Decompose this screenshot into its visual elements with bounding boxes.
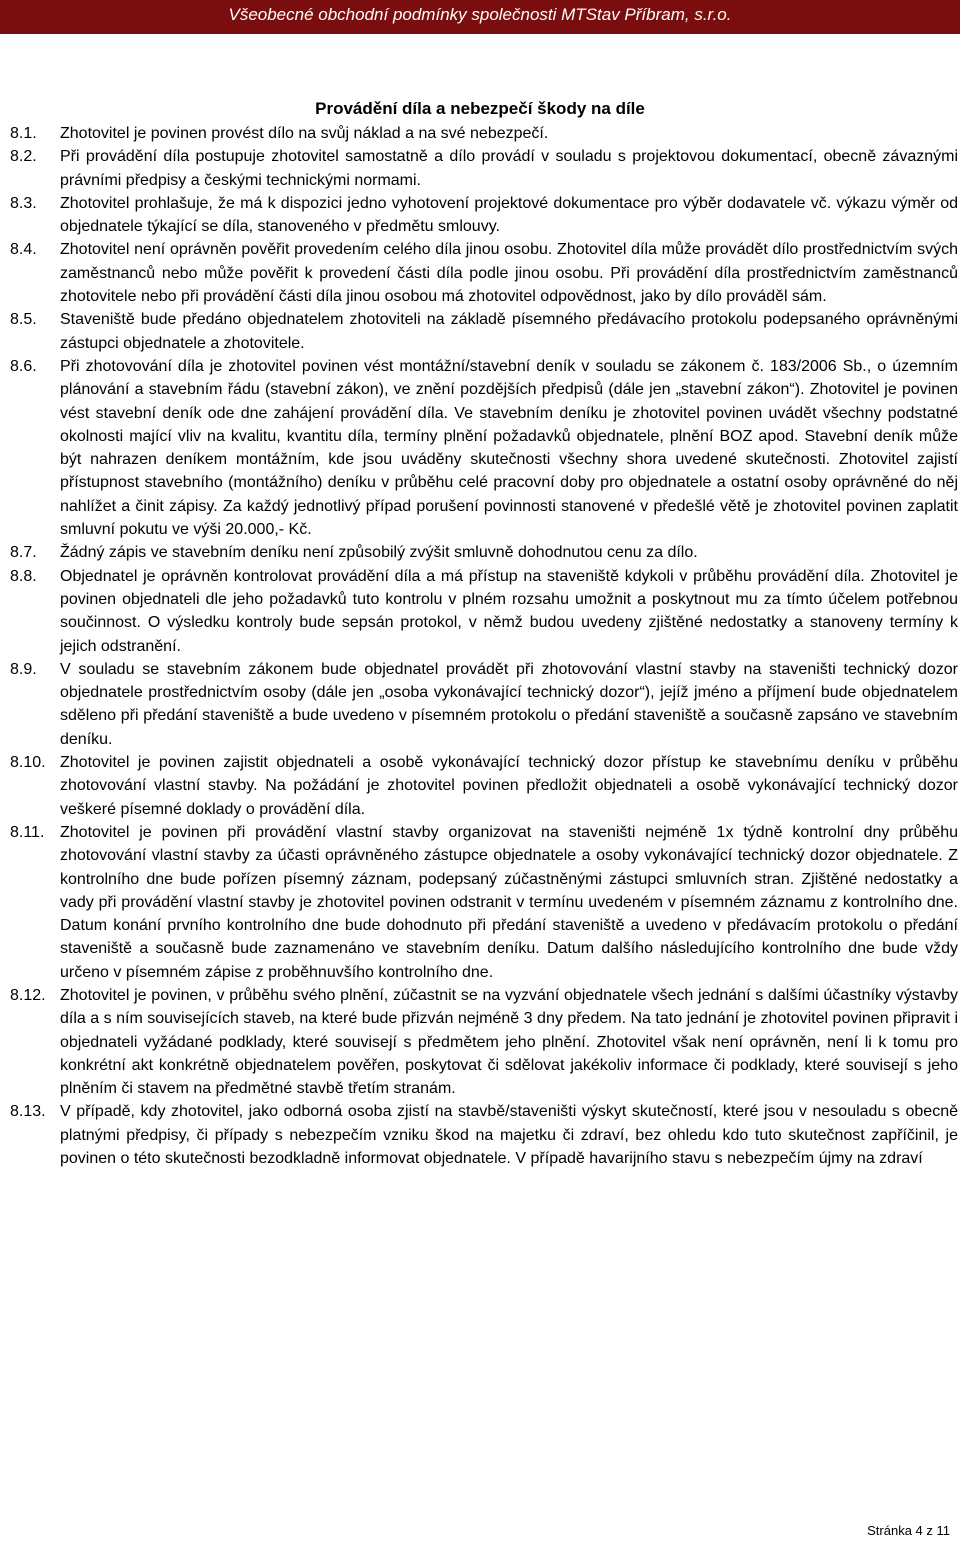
item-text: Zhotovitel je povinen provést dílo na svůj náklad a na své nebezpečí. [60, 125, 549, 142]
item-text: Zhotovitel je povinen při provádění vlastní stavby organizovat na staveništi nejméně 1x týdně kontrolní dny průběhu zhotovování vlastní stavby za účasti oprávněného zástupce objednatele a osoby vykonávající technický dozor objednatele. Z kontrolního dne bude pořízen písemný záznam, podepsaný zúčastněnými zástupci smluvních stran. Zjištěné nedostatky a vady při provádění vlastní stavby je zhotovitel povinen odstranit v termínu uvedeném v písemném záznamu z kontrolního dne. Datum konání prvního kontrolního dne bude dohodnuto při předání staveniště a uvedeno v předávacím protokolu o předání staveniště a současně bude zaznamenáno ve stavebním deníku. Datum dalšího následujícího kontrolního dne bude vždy určeno v písemném zápise z proběhnuvšího kontrolního dne. [60, 823, 958, 981]
item-text: Zhotovitel je povinen zajistit objednateli a osobě vykonávající technický dozor přístup ke stavebnímu deníku v průběhu zhotovování vlastní stavby. Na požádání je zhotovitel povinen předložit objednateli a osobě vykonávající technický dozor veškeré písemné doklady o provádění díla. [60, 754, 958, 818]
list-item [10, 355, 958, 541]
list-item [10, 145, 958, 192]
item-number: 8.6. [10, 357, 37, 375]
item-number: 8.9. [10, 660, 37, 678]
list-item [10, 238, 958, 308]
item-number: 8.10. [10, 754, 46, 772]
list-item [10, 984, 958, 1100]
item-number: 8.1. [10, 125, 37, 142]
header-title: Všeobecné obchodní podmínky společnosti MTStav Příbram, s.r.o. [228, 5, 732, 24]
item-text: Žádný zápis ve stavebním deníku není způsobilý zvýšit smluvně dohodnutou cenu za dílo. [60, 544, 698, 562]
item-text: V souladu se stavebním zákonem bude objednatel provádět při zhotovování vlastní stavby na staveništi technický dozor objednatele prostřednictvím osoby (dále jen „osoba vykonávající technický dozor“), jejíž jméno a příjmení bude objednatelem sděleno při předání staveniště a bude uvedeno v písemném protokolu o předání staveniště a současně zapsáno ve stavebním deníku. [60, 660, 958, 748]
item-number: 8.3. [10, 194, 37, 212]
list-item [10, 541, 958, 564]
item-number: 8.13. [10, 1103, 46, 1121]
list-item [10, 192, 958, 239]
item-text: Zhotovitel není oprávněn pověřit provedením celého díla jinou osobu. Zhotovitel díla může provádět dílo prostřednictvím svých zaměstnanců nebo může pověřit k provedení části díla podle jinou osobu. Při provádění díla prostřednictvím zaměstnanců zhotovitele nebo při provádění části díla jinou osobou má zhotovitel odpovědnost, jako by dílo prováděl sám. [60, 241, 958, 306]
item-number: 8.8. [10, 567, 37, 585]
item-text: V případě, kdy zhotovitel, jako odborná osoba zjistí na stavbě/staveništi výskyt skutečností, které jsou v nesouladu s obecně platnými předpisy, či případy s nebezpečím vzniku škod na majetku či zdraví, bez ohledu kdo tuto skutečnost zapříčinil, je povinen o této skutečnosti bezodkladně informovat objednatele. V případě havarijního stavu s nebezpečím újmy na zdraví [60, 1103, 958, 1168]
list-item [10, 1100, 958, 1170]
list-item [10, 308, 958, 355]
list-item [10, 565, 958, 658]
list-item [10, 821, 958, 984]
item-number: 8.5. [10, 311, 37, 329]
list-item [10, 658, 958, 751]
item-text: Při provádění díla postupuje zhotovitel samostatně a dílo provádí v souladu s projektovou dokumentací, obecně závaznými právními předpisy a českými technickými normami. [60, 148, 958, 189]
item-number: 8.11. [10, 823, 45, 841]
list-item [10, 751, 958, 821]
item-number: 8.7. [10, 544, 37, 562]
page-header [0, 0, 960, 34]
sections-list [10, 122, 958, 1170]
page-number: Stránka 4 z 11 [867, 1523, 950, 1538]
item-text: Objednatel je oprávněn kontrolovat provádění díla a má přístup na staveniště kdykoli v průběhu provádění díla. Zhotovitel je povinen objednateli dle jeho požadavků tuto kontrolu v plném rozsahu umožnit a poskytnout mu za tímto účelem potřebnou součinnost. O výsledku kontroly bude sepsán protokol, v němž budou uvedeny zjištěné nedostatky a stanoveny termíny k jejich odstranění. [60, 567, 958, 655]
item-number: 8.2. [10, 148, 37, 166]
item-text: Staveniště bude předáno objednatelem zhotoviteli na základě písemného předávacího protokolu podepsaného oprávněnými zástupci objednatele a zhotovitele. [60, 311, 958, 352]
item-number: 8.4. [10, 241, 37, 259]
section-title: Provádění díla a nebezpečí škody na díle [315, 99, 645, 118]
item-number: 8.12. [10, 986, 46, 1004]
item-text: Zhotovitel prohlašuje, že má k dispozici jedno vyhotovení projektové dokumentace pro výběr dodavatele vč. výkazu výměr od objednatele týkající se díla, stanoveného v předmětu smlouvy. [60, 194, 958, 236]
item-text: Při zhotovování díla je zhotovitel povinen vést montážní/stavební deník v souladu se zákonem č. 183/2006 Sb., o územním plánování a stavebním řádu (stavební zákon), ve znění pozdějších předpisů (dále jen „stavební zákon“). Zhotovitel je povinen vést stavební deník ode dne zahájení provádění díla. Ve stavebním deníku je zhotovitel povinen uvádět všechny podstatné okolnosti mající vliv na kvalitu, kvantitu díla, termíny plnění požadavků objednatele, plnění BOZ apod. Stavební deník může být nahrazen deníkem montážním, kde jsou uváděny skutečnosti všechny shora uvedené skutečnosti. Zhotovitel zajistí přístupnost stavebního (montážního) deníku v průběhu celé pracovní doby pro objednatele a ostatní osoby oprávněné do něj nahlížet a činit zápisy. Za každý jednotlivý případ porušení povinnosti stanovené v předešlé větě je zhotovitel povinen zaplatit smluvní pokutu ve výši 20.000,- Kč. [60, 357, 958, 539]
list-item [10, 122, 958, 145]
item-text: Zhotovitel je povinen, v průběhu svého plnění, zúčastnit se na vyzvání objednatele všech jednání s dalšími účastníky výstavby díla a s ním souvisejících staveb, na které bude přizván nejméně 3 dny předem. Na tato jednání je zhotovitel povinen připravit i objednateli vyžádané podklady, které souvisejí s předmětem jeho plnění. Zhotovitel však není oprávněn, není li k tomu pro konkrétní akt konkrétně objednatelem pověřen, poskytovat či sdělovat jakékoliv informace či podklady, které souvisejí s jeho plněním či stavem na předmětné stavbě třetím stranám. [60, 986, 958, 1098]
